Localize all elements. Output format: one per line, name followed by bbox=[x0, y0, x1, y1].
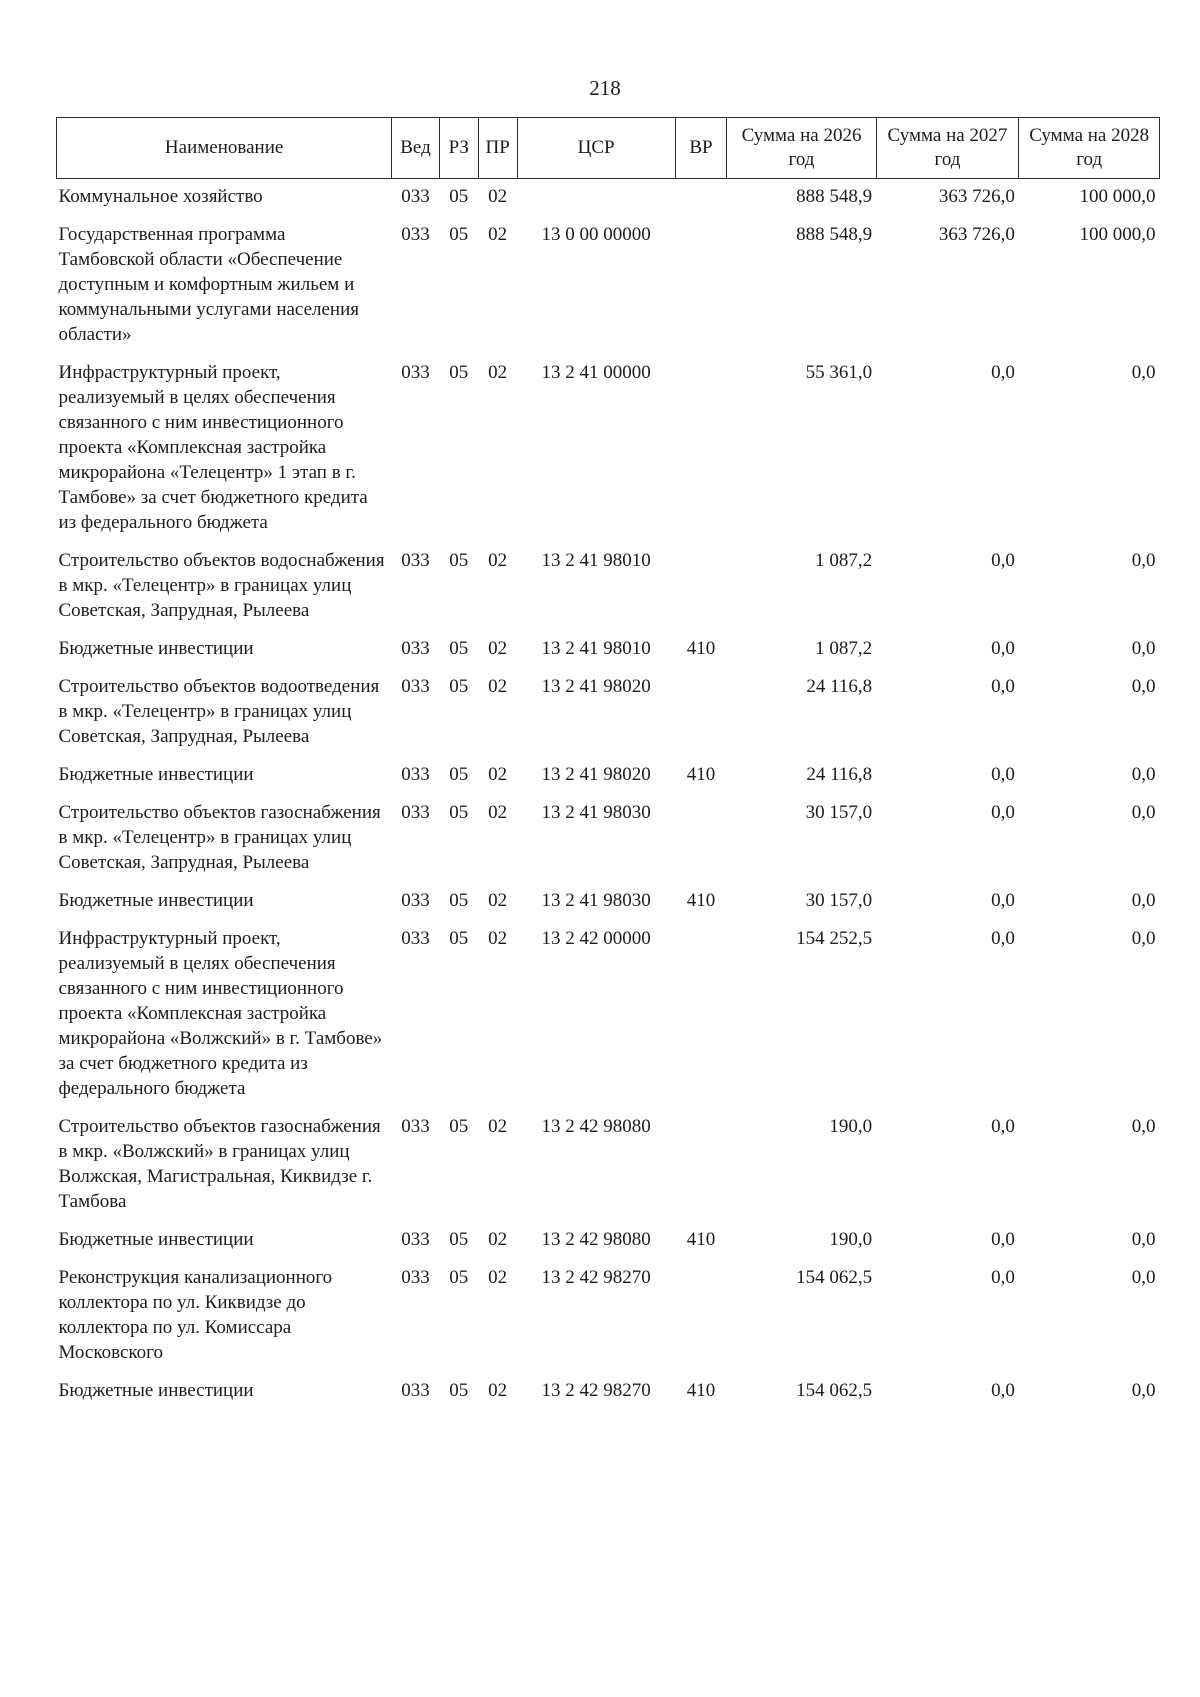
table-row bbox=[57, 179, 1160, 218]
cell-vr: 410 bbox=[686, 1229, 716, 1250]
cell-sum-2027: 0,0 bbox=[991, 550, 1015, 571]
table-row bbox=[57, 921, 1160, 1109]
table-row bbox=[57, 795, 1160, 883]
cell-ved: 033 bbox=[401, 638, 430, 659]
cell-sum-2027: 363 726,0 bbox=[938, 186, 1015, 207]
cell-sum-2026: 190,0 bbox=[829, 1116, 873, 1137]
cell-ved: 033 bbox=[401, 1380, 430, 1401]
cell-rz: 05 bbox=[449, 1267, 469, 1288]
table-row bbox=[57, 1260, 1160, 1373]
cell-csr: 13 2 41 98030 bbox=[541, 802, 651, 823]
cell-name: Инфраструктурный проект, реализуемый в целях обеспечения связанного с ним инвестиционного проекта «Комплексная застройка микрорайона «Волжский» в г. Тамбове» за счет бюджетного кредита из федерального бюджета bbox=[58, 928, 383, 1099]
cell-ved: 033 bbox=[401, 224, 430, 245]
cell-pr: 02 bbox=[488, 676, 508, 697]
cell-pr: 02 bbox=[488, 224, 508, 245]
cell-sum-2027: 0,0 bbox=[991, 676, 1015, 697]
cell-sum-2028: 0,0 bbox=[1131, 362, 1156, 383]
table-row bbox=[57, 217, 1160, 355]
cell-ved: 033 bbox=[401, 890, 430, 911]
cell-ved: 033 bbox=[401, 362, 430, 383]
cell-sum-2028: 0,0 bbox=[1131, 1267, 1156, 1288]
cell-csr: 13 2 42 98270 bbox=[541, 1267, 651, 1288]
cell-sum-2026: 24 116,8 bbox=[806, 764, 873, 785]
cell-vr bbox=[675, 795, 727, 883]
cell-sum-2028: 100 000,0 bbox=[1079, 224, 1156, 245]
cell-csr: 13 2 42 98080 bbox=[541, 1116, 651, 1137]
cell-sum-2028: 100 000,0 bbox=[1079, 186, 1156, 207]
cell-csr: 13 0 00 00000 bbox=[541, 224, 651, 245]
cell-ved: 033 bbox=[401, 186, 430, 207]
cell-ved: 033 bbox=[401, 676, 430, 697]
cell-sum-2026: 888 548,9 bbox=[796, 186, 873, 207]
cell-name: Инфраструктурный проект, реализуемый в целях обеспечения связанного с ним инвестиционного проекта «Комплексная застройка микрорайона «Телецентр» 1 этап в г. Тамбове» за счет бюджетного кредита из федерального бюджета bbox=[58, 362, 368, 533]
cell-rz: 05 bbox=[449, 890, 469, 911]
cell-rz: 05 bbox=[449, 362, 469, 383]
cell-rz: 05 bbox=[449, 676, 469, 697]
cell-name: Строительство объектов водоотведения в мкр. «Телецентр» в границах улиц Советская, Запрудная, Рылеева bbox=[58, 676, 380, 747]
cell-sum-2028: 0,0 bbox=[1131, 1116, 1156, 1137]
cell-sum-2027: 0,0 bbox=[991, 928, 1015, 949]
cell-vr bbox=[675, 179, 727, 218]
cell-name: Бюджетные инвестиции bbox=[58, 1380, 254, 1401]
cell-sum-2027: 0,0 bbox=[991, 764, 1015, 785]
cell-csr: 13 2 41 98030 bbox=[541, 890, 651, 911]
table-row bbox=[57, 883, 1160, 921]
cell-csr: 13 2 41 98010 bbox=[541, 638, 651, 659]
cell-sum-2028: 0,0 bbox=[1131, 928, 1156, 949]
header-csr: ЦСР bbox=[517, 118, 675, 179]
header-sum-2028: Сумма на 2028 год bbox=[1019, 118, 1160, 179]
cell-csr: 13 2 41 98020 bbox=[541, 764, 651, 785]
cell-pr: 02 bbox=[488, 186, 508, 207]
cell-pr: 02 bbox=[488, 638, 508, 659]
cell-sum-2027: 0,0 bbox=[991, 802, 1015, 823]
cell-name: Строительство объектов газоснабжения в мкр. «Телецентр» в границах улиц Советская, Запрудная, Рылеева bbox=[58, 802, 381, 873]
cell-sum-2026: 24 116,8 bbox=[806, 676, 873, 697]
cell-pr: 02 bbox=[488, 890, 508, 911]
cell-csr: 13 2 42 00000 bbox=[541, 928, 651, 949]
cell-sum-2028: 0,0 bbox=[1131, 890, 1156, 911]
cell-ved: 033 bbox=[401, 1267, 430, 1288]
cell-csr: 13 2 41 98020 bbox=[541, 676, 651, 697]
cell-name: Бюджетные инвестиции bbox=[58, 764, 254, 785]
cell-vr bbox=[675, 355, 727, 543]
cell-sum-2027: 0,0 bbox=[991, 638, 1015, 659]
cell-pr: 02 bbox=[488, 928, 508, 949]
header-pr: ПР bbox=[478, 118, 517, 179]
cell-pr: 02 bbox=[488, 1229, 508, 1250]
cell-sum-2026: 55 361,0 bbox=[805, 362, 873, 383]
cell-sum-2028: 0,0 bbox=[1131, 1229, 1156, 1250]
cell-name: Бюджетные инвестиции bbox=[58, 1229, 254, 1250]
cell-sum-2026: 30 157,0 bbox=[805, 890, 873, 911]
cell-sum-2026: 888 548,9 bbox=[796, 224, 873, 245]
header-rz: РЗ bbox=[439, 118, 478, 179]
table-row bbox=[57, 355, 1160, 543]
cell-pr: 02 bbox=[488, 764, 508, 785]
cell-ved: 033 bbox=[401, 1116, 430, 1137]
cell-rz: 05 bbox=[449, 224, 469, 245]
cell-sum-2027: 0,0 bbox=[991, 1380, 1015, 1401]
table-row bbox=[57, 631, 1160, 669]
cell-csr: 13 2 42 98270 bbox=[541, 1380, 651, 1401]
cell-sum-2027: 363 726,0 bbox=[938, 224, 1015, 245]
cell-csr: 13 2 42 98080 bbox=[541, 1229, 651, 1250]
cell-vr: 410 bbox=[686, 1380, 716, 1401]
cell-rz: 05 bbox=[449, 186, 469, 207]
cell-csr: 13 2 41 98010 bbox=[541, 550, 651, 571]
cell-vr bbox=[675, 669, 727, 757]
cell-csr: 13 2 41 00000 bbox=[541, 362, 651, 383]
cell-sum-2028: 0,0 bbox=[1131, 550, 1156, 571]
cell-sum-2027: 0,0 bbox=[991, 1116, 1015, 1137]
header-vr: ВР bbox=[675, 118, 727, 179]
header-sum-2027: Сумма на 2027 год bbox=[876, 118, 1019, 179]
cell-rz: 05 bbox=[449, 1116, 469, 1137]
cell-csr bbox=[517, 179, 675, 218]
cell-name: Реконструкция канализационного коллектора по ул. Киквидзе до коллектора по ул. Комиссара Московского bbox=[58, 1267, 333, 1363]
cell-sum-2026: 1 087,2 bbox=[815, 550, 873, 571]
cell-ved: 033 bbox=[401, 802, 430, 823]
cell-name: Бюджетные инвестиции bbox=[58, 638, 254, 659]
cell-sum-2026: 1 087,2 bbox=[815, 638, 873, 659]
cell-name: Коммунальное хозяйство bbox=[58, 186, 263, 207]
table-header bbox=[57, 118, 1160, 179]
cell-sum-2028: 0,0 bbox=[1131, 676, 1156, 697]
cell-sum-2027: 0,0 bbox=[991, 1229, 1015, 1250]
table-body bbox=[57, 179, 1160, 1412]
cell-rz: 05 bbox=[449, 764, 469, 785]
cell-pr: 02 bbox=[488, 1380, 508, 1401]
cell-vr: 410 bbox=[686, 638, 716, 659]
cell-vr bbox=[675, 543, 727, 631]
cell-sum-2026: 190,0 bbox=[829, 1229, 873, 1250]
cell-pr: 02 bbox=[488, 1267, 508, 1288]
cell-ved: 033 bbox=[401, 550, 430, 571]
cell-rz: 05 bbox=[449, 638, 469, 659]
cell-vr bbox=[675, 1260, 727, 1373]
cell-sum-2026: 154 062,5 bbox=[796, 1380, 873, 1401]
cell-sum-2027: 0,0 bbox=[991, 890, 1015, 911]
cell-pr: 02 bbox=[488, 362, 508, 383]
cell-rz: 05 bbox=[449, 928, 469, 949]
cell-name: Бюджетные инвестиции bbox=[58, 890, 254, 911]
cell-ved: 033 bbox=[401, 764, 430, 785]
cell-sum-2027: 0,0 bbox=[991, 362, 1015, 383]
cell-sum-2026: 30 157,0 bbox=[805, 802, 873, 823]
header-ved: Вед bbox=[392, 118, 440, 179]
cell-pr: 02 bbox=[488, 802, 508, 823]
table-row bbox=[57, 1109, 1160, 1222]
cell-name: Государственная программа Тамбовской области «Обеспечение доступным и комфортным жильем и коммунальными услугами населения области» bbox=[58, 224, 360, 345]
page-number: 218 bbox=[589, 76, 621, 100]
cell-rz: 05 bbox=[449, 1229, 469, 1250]
cell-vr bbox=[675, 921, 727, 1109]
table-row bbox=[57, 669, 1160, 757]
cell-rz: 05 bbox=[449, 802, 469, 823]
cell-ved: 033 bbox=[401, 1229, 430, 1250]
cell-sum-2027: 0,0 bbox=[991, 1267, 1015, 1288]
cell-vr bbox=[675, 217, 727, 355]
table-row bbox=[57, 757, 1160, 795]
cell-rz: 05 bbox=[449, 1380, 469, 1401]
cell-sum-2028: 0,0 bbox=[1131, 1380, 1156, 1401]
cell-vr: 410 bbox=[686, 890, 716, 911]
cell-sum-2028: 0,0 bbox=[1131, 764, 1156, 785]
table-row bbox=[57, 543, 1160, 631]
cell-pr: 02 bbox=[488, 1116, 508, 1137]
budget-table bbox=[56, 117, 1160, 1411]
cell-rz: 05 bbox=[449, 550, 469, 571]
table-row bbox=[57, 1373, 1160, 1411]
header-name: Наименование bbox=[57, 118, 392, 179]
cell-ved: 033 bbox=[401, 928, 430, 949]
cell-sum-2026: 154 252,5 bbox=[796, 928, 873, 949]
cell-pr: 02 bbox=[488, 550, 508, 571]
cell-sum-2028: 0,0 bbox=[1131, 802, 1156, 823]
table-row bbox=[57, 1222, 1160, 1260]
header-sum-2026: Сумма на 2026 год bbox=[727, 118, 876, 179]
cell-sum-2028: 0,0 bbox=[1131, 638, 1156, 659]
cell-name: Строительство объектов водоснабжения в мкр. «Телецентр» в границах улиц Советская, Запрудная, Рылеева bbox=[58, 550, 385, 621]
cell-sum-2026: 154 062,5 bbox=[796, 1267, 873, 1288]
cell-vr: 410 bbox=[686, 764, 716, 785]
cell-vr bbox=[675, 1109, 727, 1222]
cell-name: Строительство объектов газоснабжения в мкр. «Волжский» в границах улиц Волжская, Магистральная, Киквидзе г. Тамбова bbox=[58, 1116, 381, 1212]
